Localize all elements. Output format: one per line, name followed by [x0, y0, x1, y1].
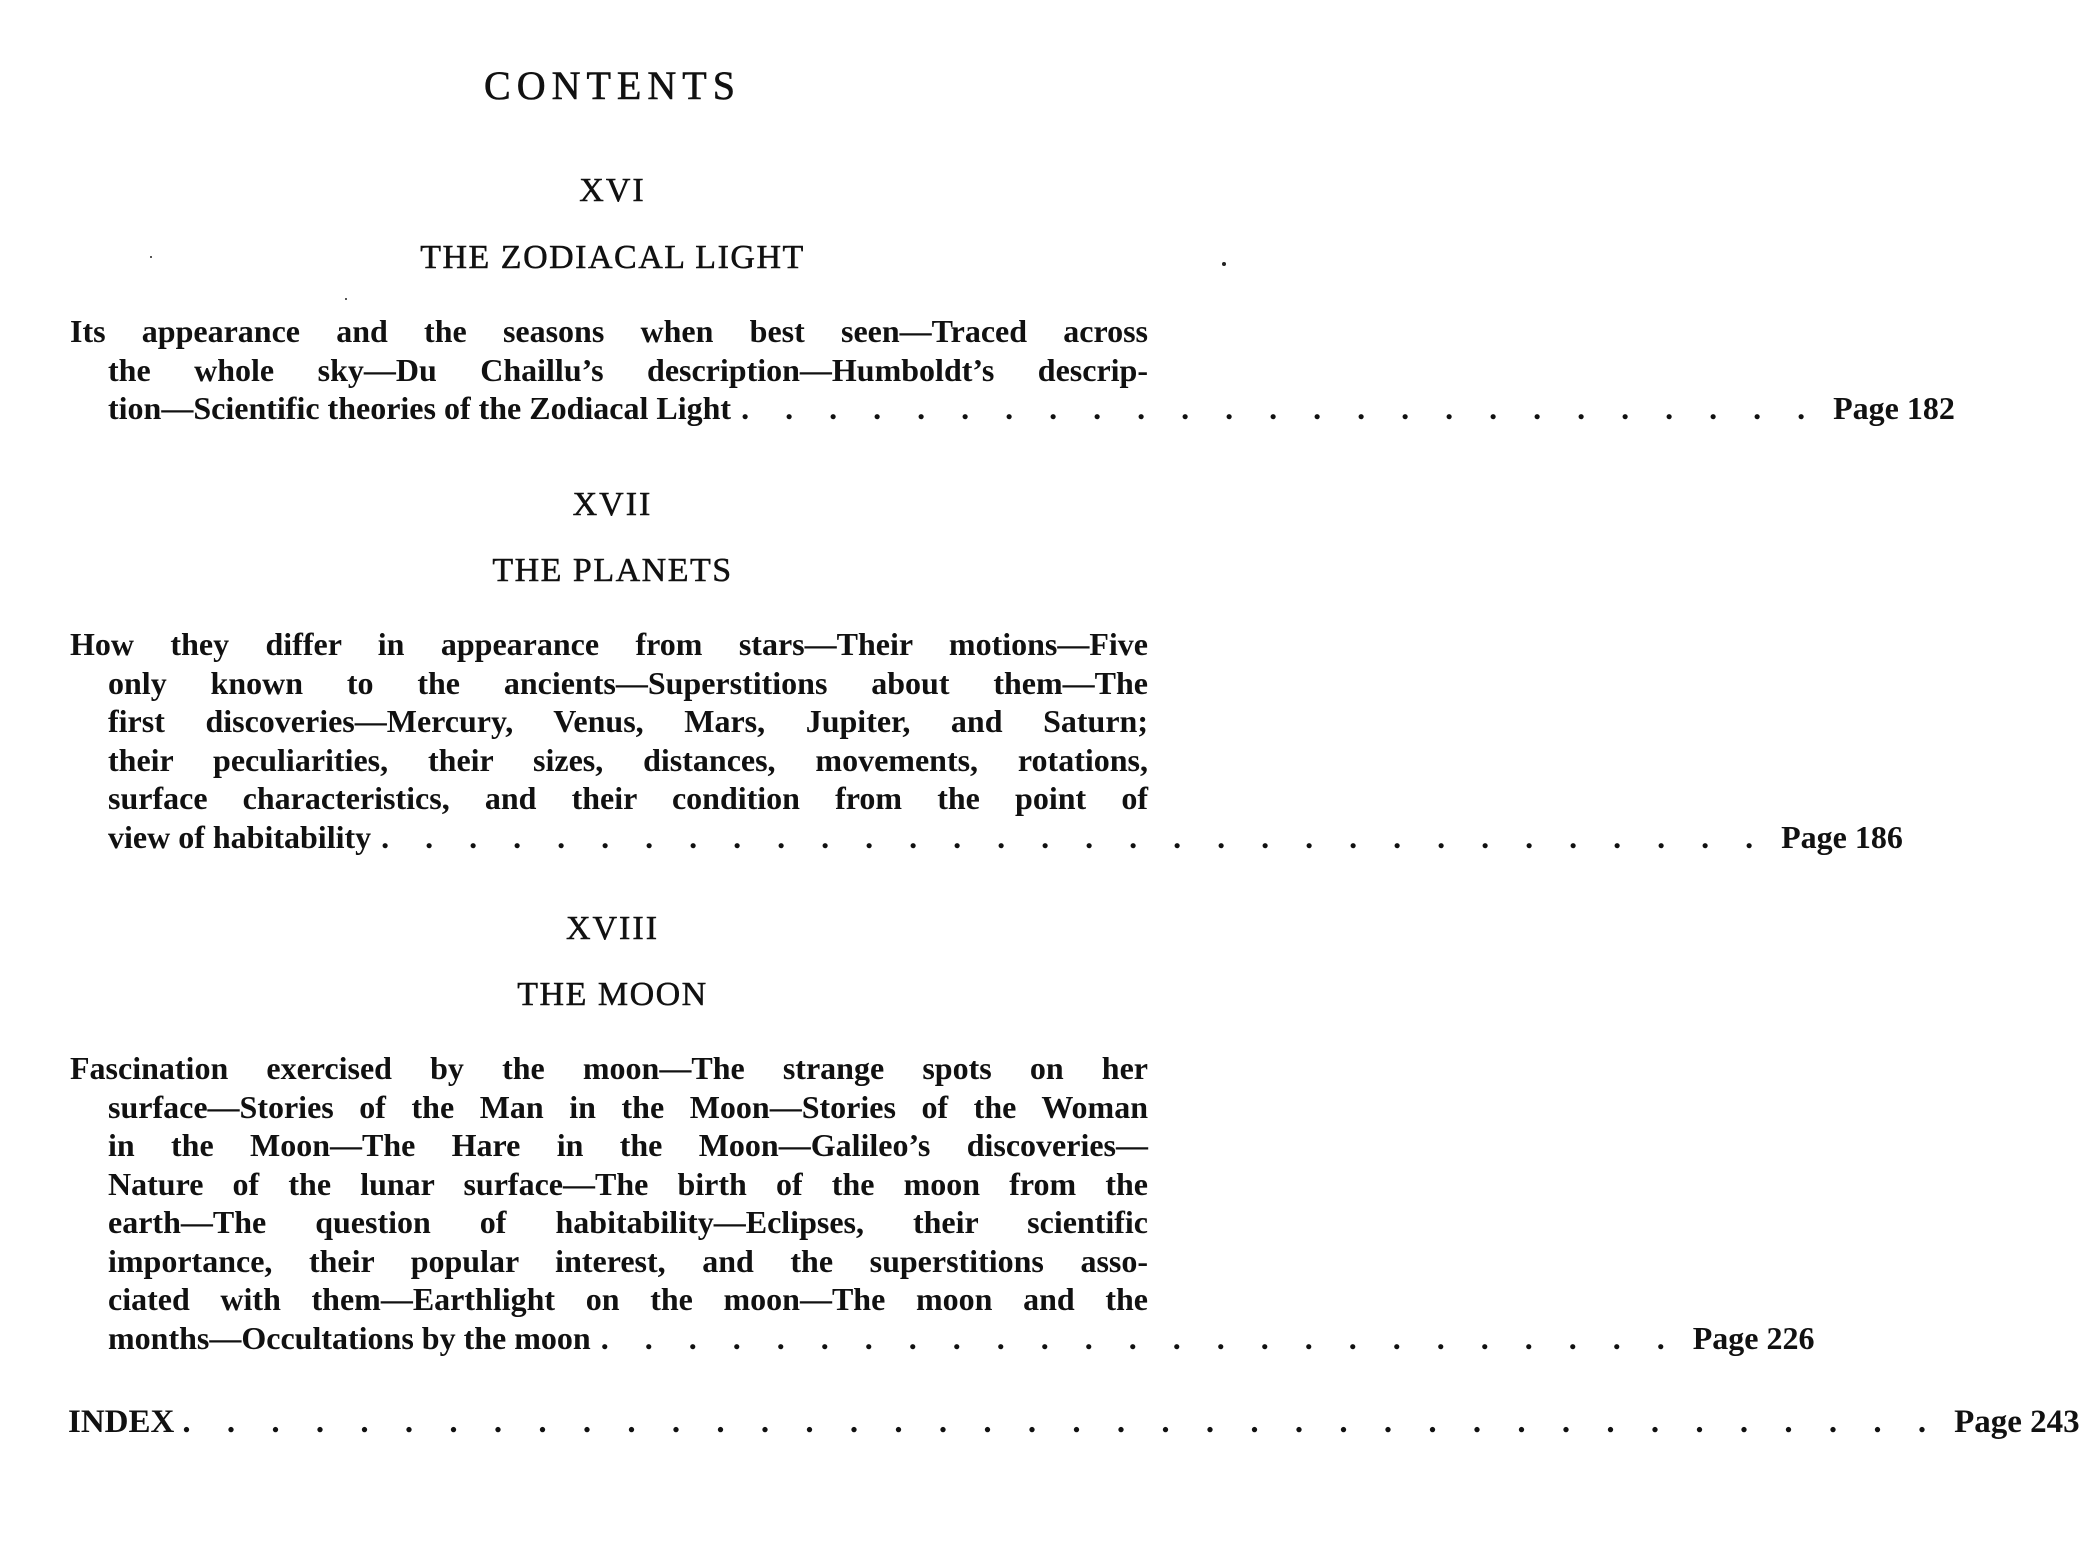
- page-reference: Page 226: [1692, 1319, 1815, 1356]
- chapter-title-xvii: THE PLANETS: [492, 552, 733, 589]
- summary-line: Fascination exercised by the moon—The strange spots on her: [70, 1050, 1148, 1086]
- summary-line: surface—Stories of the Man in the Moon—Stories of the Woman: [108, 1088, 1148, 1125]
- summary-line: Its appearance and the seasons when best seen—Traced across: [70, 313, 1148, 349]
- dot-leader: . . . . . . . . . . . . . . . . . . . . . . . . . . . . . . . .: [381, 818, 1768, 855]
- index-entry: [68, 1404, 2080, 1441]
- chapter-summary-xvii: [70, 625, 1903, 856]
- chapter-title-xviii: THE MOON: [517, 976, 708, 1013]
- chapter-number-xvii: XVII: [572, 486, 653, 523]
- summary-line: earth—The question of habitability—Eclipses, their scientific: [108, 1204, 1148, 1240]
- summary-line: view of habitability: [108, 818, 372, 855]
- index-label: INDEX: [68, 1404, 175, 1440]
- scan-speck: [1222, 262, 1226, 266]
- summary-line: Nature of the lunar surface—The birth of the moon from the: [108, 1165, 1148, 1202]
- summary-line: surface characteristics, and their condition from the point of: [108, 780, 1148, 816]
- summary-line: ciated with them—Earthlight on the moon—The moon and the: [108, 1281, 1148, 1317]
- page-reference: Page 243: [1954, 1404, 2080, 1440]
- page-reference: Page 186: [1781, 818, 1903, 855]
- summary-last-line: [70, 1319, 1815, 1358]
- chapter-title-xvi: THE ZODIACAL LIGHT: [420, 239, 805, 276]
- summary-line: only known to the ancients—Superstitions about them—The: [108, 664, 1148, 701]
- page-title: CONTENTS: [484, 63, 741, 108]
- summary-line: importance, their popular interest, and the superstitions asso-: [108, 1242, 1148, 1279]
- chapter-number-xviii: XVIII: [565, 910, 660, 947]
- chapter-summary-xviii: [70, 1049, 1815, 1357]
- summary-line: How they differ in appearance from stars—Their motions—Five: [70, 626, 1148, 662]
- dot-leader: . . . . . . . . . . . . . . . . . . . . . . . . .: [600, 1319, 1679, 1356]
- summary-line: months—Occultations by the moon: [108, 1319, 591, 1356]
- summary-line: in the Moon—The Hare in the Moon—Galileo’s discoveries—: [108, 1127, 1148, 1163]
- chapter-summary-xvi: [70, 312, 1955, 428]
- scan-speck: [345, 298, 347, 300]
- page-reference: Page 182: [1833, 390, 1955, 426]
- summary-last-line: [70, 389, 1955, 428]
- scan-speck: [150, 256, 152, 258]
- summary-line: tion—Scientific theories of the Zodiacal Light: [108, 390, 732, 426]
- summary-line: their peculiarities, their sizes, distances, movements, rotations,: [108, 741, 1148, 778]
- dot-leader: . . . . . . . . . . . . . . . . . . . . . . . . .: [741, 390, 1820, 426]
- dot-leader: . . . . . . . . . . . . . . . . . . . . . . . . . . . . . . . . . . . . . . . .: [182, 1404, 1941, 1440]
- summary-line: first discoveries—Mercury, Venus, Mars, Jupiter, and Saturn;: [108, 703, 1148, 739]
- summary-last-line: [70, 818, 1903, 857]
- chapter-number-xvi: XVI: [579, 172, 646, 209]
- summary-line: the whole sky—Du Chaillu’s description—Humboldt’s descrip-: [108, 351, 1148, 388]
